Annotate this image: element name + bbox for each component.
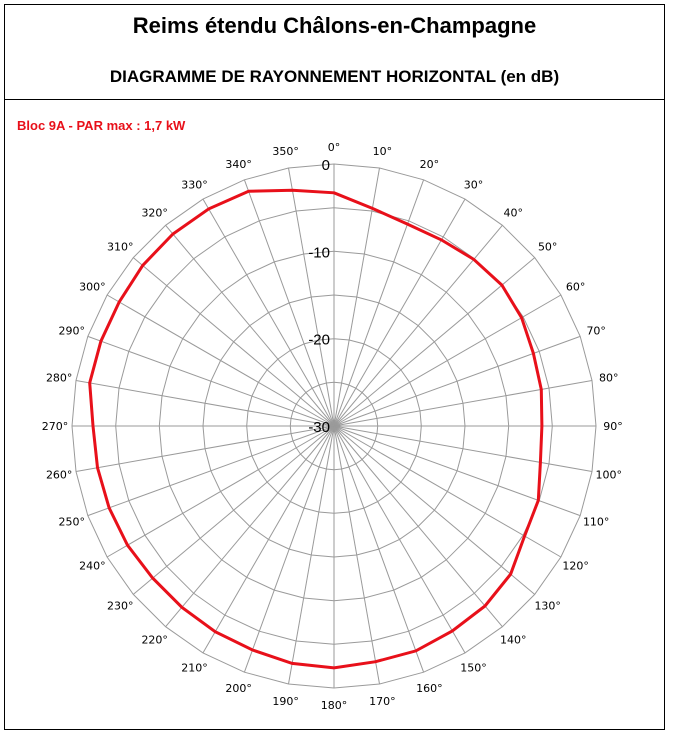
angle-tick-label: 30° [463, 178, 484, 192]
grid-spoke [166, 426, 334, 627]
radial-tick-label: -20 [308, 331, 330, 349]
angle-tick-label: 120° [562, 559, 589, 573]
radial-tick-label: 0 [321, 157, 330, 174]
angle-tick-label: 210° [181, 661, 208, 675]
data-point [333, 192, 334, 193]
data-point [538, 500, 539, 501]
angle-tick-label: 50° [537, 240, 558, 254]
data-point [292, 663, 293, 664]
data-point [215, 631, 216, 632]
data-point [510, 574, 511, 575]
data-point [92, 425, 93, 426]
chart-subtitle: DIAGRAMME DE RAYONNEMENT HORIZONTAL (en dB) [109, 67, 560, 86]
data-point [181, 607, 182, 608]
data-point [541, 425, 542, 426]
radial-tick-label: -30 [308, 419, 330, 436]
data-point [89, 382, 90, 383]
data-point [541, 389, 542, 390]
data-point [252, 649, 253, 650]
data-point [407, 224, 408, 225]
data-point [524, 535, 525, 536]
angle-tick-label: 80° [599, 371, 619, 385]
angle-tick-label: 110° [582, 515, 610, 529]
angle-tick-label: 170° [369, 694, 396, 708]
data-point [292, 190, 293, 191]
angle-tick-label: 240° [79, 559, 106, 573]
data-point [119, 301, 120, 302]
angle-tick-label: 40° [503, 206, 524, 220]
grid-spoke [334, 180, 424, 426]
angle-tick-label: 130° [534, 599, 561, 613]
data-point [333, 667, 334, 668]
data-point [208, 208, 209, 209]
data-point [452, 630, 453, 631]
data-point [533, 353, 534, 354]
angle-tick-label: 270° [41, 420, 69, 433]
angle-tick-label: 330° [181, 178, 208, 192]
radial-tick-label: -10 [308, 244, 330, 262]
angle-tick-label: 290° [58, 324, 86, 338]
angle-tick-label: 260° [45, 468, 73, 482]
data-point [100, 341, 101, 342]
grid-spoke [88, 336, 334, 426]
data-point [172, 233, 173, 234]
grid-spoke [334, 336, 580, 426]
grid-spoke [334, 225, 502, 426]
grid-spoke [133, 258, 334, 426]
data-point [248, 191, 249, 192]
data-point [127, 545, 128, 546]
angle-tick-label: 90° [603, 420, 623, 433]
angle-tick-label: 0° [327, 141, 341, 154]
angle-tick-label: 340° [225, 157, 252, 171]
grid-spoke [133, 426, 334, 594]
bloc-label: Bloc 9A - PAR max : 1,7 kW [17, 118, 186, 133]
grid-spoke [334, 426, 502, 627]
angle-tick-label: 20° [419, 157, 440, 171]
chart-title: Reims étendu Châlons-en-Champagne [132, 13, 537, 38]
data-point [152, 578, 153, 579]
angle-tick-label: 70° [586, 324, 606, 338]
data-point [375, 661, 376, 662]
grid-spoke [88, 426, 334, 516]
data-point [142, 265, 143, 266]
polar-grid [72, 164, 596, 688]
data-point [521, 317, 522, 318]
angle-tick-label: 300° [79, 280, 106, 294]
data-point [97, 467, 98, 468]
grid-spoke [244, 180, 334, 426]
angle-tick-label: 200° [225, 682, 252, 696]
data-point [441, 239, 442, 240]
data-point [372, 208, 373, 209]
grid-spoke [334, 426, 535, 594]
angle-tick-label: 280° [45, 371, 73, 385]
angle-tick-label: 320° [141, 206, 168, 220]
data-point [109, 507, 110, 508]
angle-tick-label: 180° [320, 699, 348, 712]
grid-spoke [244, 426, 334, 672]
angle-tick-label: 250° [58, 515, 86, 529]
angle-tick-label: 100° [595, 468, 623, 482]
angle-tick-label: 230° [107, 599, 134, 613]
angle-tick-label: 220° [141, 633, 168, 647]
angle-tick-label: 150° [460, 661, 487, 675]
data-point [540, 462, 541, 463]
angle-tick-label: 350° [272, 145, 299, 159]
grid-spoke [334, 426, 580, 516]
angle-tick-label: 310° [107, 240, 134, 254]
data-point [501, 285, 502, 286]
data-point [473, 259, 474, 260]
angle-tick-label: 160° [416, 682, 443, 696]
angle-tick-label: 190° [272, 694, 299, 708]
data-point [415, 650, 416, 651]
grid-spoke [334, 258, 535, 426]
grid-spoke [334, 426, 424, 672]
angle-tick-label: 140° [500, 633, 527, 647]
angle-tick-label: 10° [372, 145, 393, 159]
angle-tick-label: 60° [565, 280, 586, 294]
data-point [484, 605, 485, 606]
